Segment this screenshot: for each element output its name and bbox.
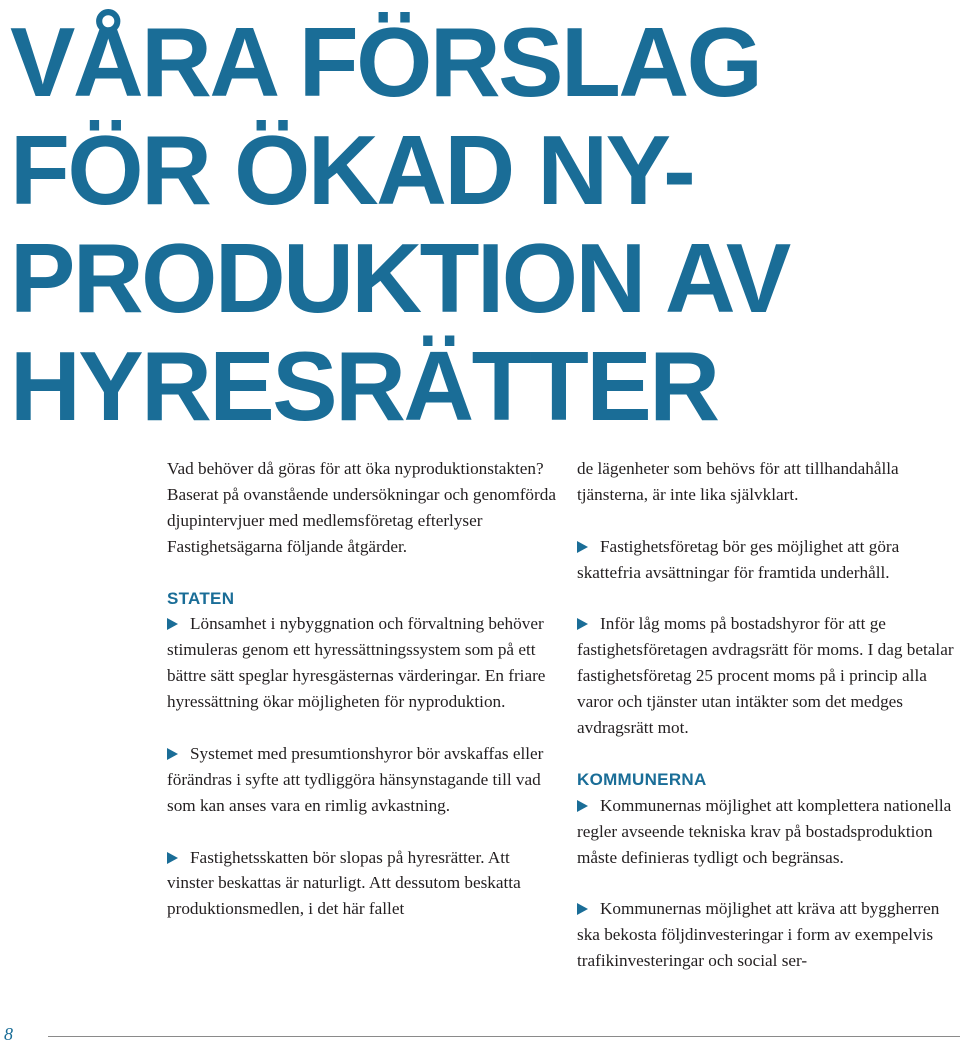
bullet-paragraph xyxy=(167,611,557,715)
triangle-right-icon xyxy=(577,800,588,812)
title-line: HYRESRÄTTER xyxy=(10,331,718,441)
triangle-right-icon xyxy=(577,541,588,553)
triangle-right-icon xyxy=(167,852,178,864)
intro-paragraph: Vad behöver då göras för att öka nyproduktionstakten? Baserat på ovanstående undersökningar och genomförda djupintervjuer med medlemsföretag efterlyser Fastighetsägarna följande åtgärder. xyxy=(167,459,556,556)
bullet-text: Fastighetsföretag bör ges möjlighet att göra skattefria avsättningar för framtida underhåll. xyxy=(577,536,900,582)
footer-divider xyxy=(48,1036,960,1037)
bullet-paragraph xyxy=(577,534,960,586)
bullet-text: Fastighetsskatten bör slopas på hyresrätter. Att vinster beskattas är naturligt. Att dessutom beskatta produktionsmedlen, i det här fallet xyxy=(167,847,521,919)
right-column xyxy=(577,456,960,974)
left-column xyxy=(167,456,557,922)
title-line: FÖR ÖKAD NY- xyxy=(10,115,694,225)
continuation-paragraph: de lägenheter som behövs för att tillhandahålla tjänsterna, är inte lika självklart. xyxy=(577,459,899,504)
page-title xyxy=(10,8,955,440)
bullet-paragraph xyxy=(167,741,557,819)
triangle-right-icon xyxy=(167,618,178,630)
bullet-paragraph xyxy=(577,793,960,871)
triangle-right-icon xyxy=(167,748,178,760)
section-heading-staten: STATEN xyxy=(167,588,235,608)
bullet-text: Inför låg moms på bostadshyror för att ge fastighetsföretagen avdragsrätt för moms. I dag betalar fastighetsföretag 25 procent moms på i princip alla varor och tjänster utan intäkter som det medges avdragsrätt mot. xyxy=(577,614,954,738)
bullet-text: Kommunernas möjlighet att kräva att byggherren ska bekosta följdinvesteringar i form av exempelvis trafikinvesteringar och social ser- xyxy=(577,899,940,971)
triangle-right-icon xyxy=(577,618,588,630)
bullet-text: Kommunernas möjlighet att komplettera nationella regler avseende tekniska krav på bostadsproduktion måste definieras tydligt och begränsas. xyxy=(577,795,952,867)
bullet-paragraph xyxy=(577,611,960,741)
section-heading-kommunerna: KOMMUNERNA xyxy=(577,769,707,789)
page-number: 8 xyxy=(4,1024,13,1044)
title-line: PRODUKTION AV xyxy=(10,223,789,333)
bullet-paragraph xyxy=(577,896,960,974)
title-line: VÅRA FÖRSLAG xyxy=(10,7,761,117)
bullet-text: Systemet med presumtionshyror bör avskaffas eller förändras i syfte att tydliggöra hänsynstagande till vad som kan anses vara en rimlig avkastning. xyxy=(167,743,544,815)
bullet-text: Lönsamhet i nybyggnation och förvaltning behöver stimuleras genom ett hyressättningssystem som på ett bättre sätt speglar hyresgästernas värderingar. En friare hyressättning ökar möjligheten för nyproduktion. xyxy=(167,614,546,712)
bullet-paragraph xyxy=(167,845,557,923)
triangle-right-icon xyxy=(577,903,588,915)
